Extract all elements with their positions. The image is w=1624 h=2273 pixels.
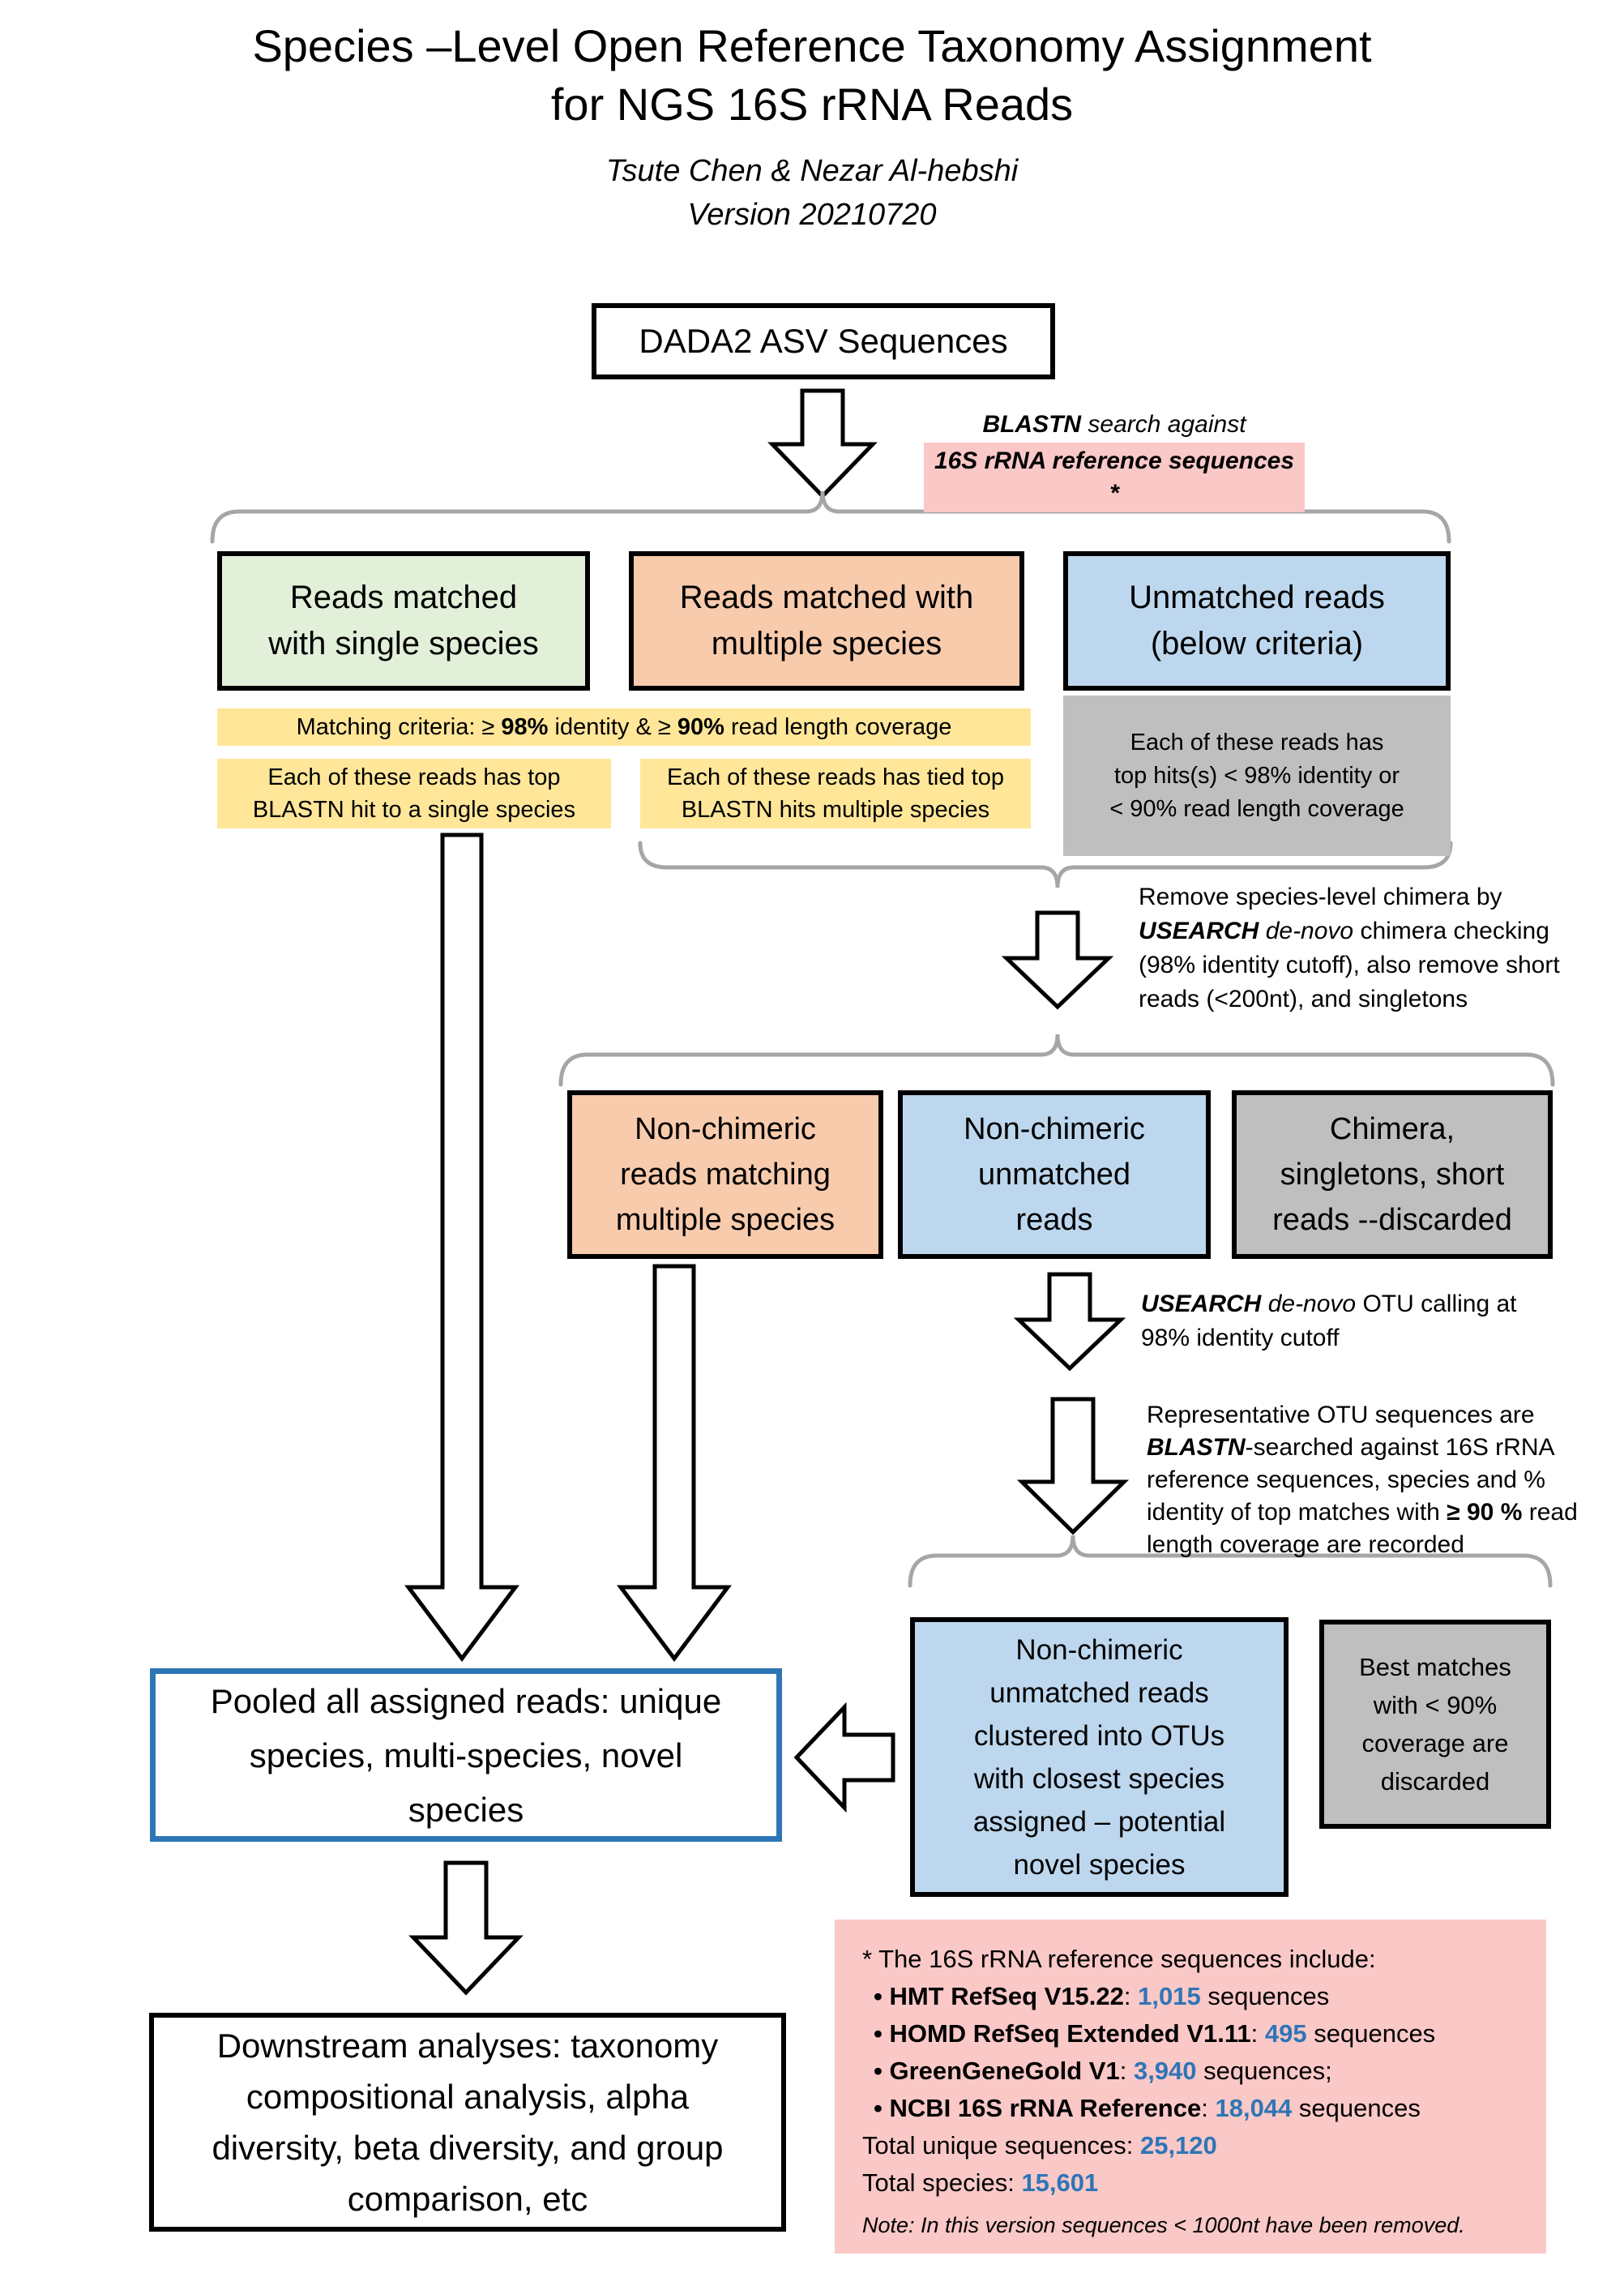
dada2-label: DADA2 ASV Sequences — [639, 322, 1008, 360]
down-arrow-chimera — [1006, 913, 1109, 1007]
reference-sequences-highlight: 16S rRNA reference sequences * — [924, 443, 1305, 512]
total-sequences: Total unique sequences: 25,120 — [862, 2131, 1217, 2160]
down-arrow-downstream — [413, 1863, 519, 1993]
unmatched-reads-node: Unmatched reads (below criteria) — [1063, 551, 1451, 691]
down-arrow-otu — [1019, 1274, 1121, 1368]
down-arrow-blastn — [772, 391, 873, 496]
downstream-analyses-node: Downstream analyses: taxonomy compositional analysis, alpha diversity, beta diversity, and group comparison, etc — [149, 2013, 786, 2232]
left-arrow-pooled — [797, 1707, 893, 1808]
reference-items — [862, 1978, 1519, 2127]
pooled-reads-node: Pooled all assigned reads: unique species, multi-species, novel species — [150, 1668, 782, 1842]
reference-item: • NCBI 16S rRNA Reference: 18,044 sequences — [874, 2094, 1421, 2122]
chimera-step-note: Remove species-level chimera by USEARCH de-novo chimera checking (98% identity cutoff), also remove short reads (<200nt), and singletons — [1139, 884, 1560, 1012]
total-species: Total species: 15,601 — [862, 2168, 1099, 2197]
split-brace-row2 — [561, 1034, 1553, 1085]
discarded-reads-node: Chimera, singletons, short reads --discarded — [1232, 1090, 1553, 1259]
authors: Tsute Chen & Nezar Al-hebshi — [605, 154, 1019, 188]
nonchimeric-multi-node: Non-chimeric reads matching multiple species — [567, 1090, 883, 1259]
multi-species-node: Reads matched with multiple species — [629, 551, 1024, 691]
multi-species-note: Each of these reads has tied top BLASTN hits multiple species — [640, 759, 1031, 828]
blastn-annotation: BLASTN search against 16S rRNA reference sequences * — [924, 409, 1305, 512]
reference-footnote-box — [835, 1920, 1546, 2254]
nonchimeric-unmatched-node: Non-chimeric unmatched reads — [898, 1090, 1211, 1259]
version-label: Version 20210720 — [687, 198, 937, 232]
page-title-line1: Species –Level Open Reference Taxonomy Assignment — [252, 20, 1372, 71]
otu-step-note: USEARCH de-novo OTU calling at 98% identity cutoff — [1141, 1291, 1517, 1351]
reference-note: Note: In this version sequences < 1000nt have been removed. — [862, 2213, 1465, 2237]
long-down-arrow-single — [408, 835, 515, 1659]
long-down-arrow-multi — [621, 1266, 728, 1659]
down-arrow-representative — [1022, 1399, 1124, 1532]
unmatched-criteria-note: Each of these reads has top hits(s) < 98% identity or < 90% read length coverage — [1063, 696, 1451, 856]
best-matches-discarded-node: Best matches with < 90% coverage are discarded — [1319, 1620, 1551, 1829]
single-species-node: Reads matched with single species — [217, 551, 590, 691]
dada2-node — [592, 303, 1055, 379]
otu-cluster-node: Non-chimeric unmatched reads clustered into OTUs with closest species assigned – potential novel species — [910, 1617, 1289, 1897]
reference-item: • GreenGeneGold V1: 3,940 sequences; — [874, 2057, 1332, 2085]
reference-heading: * The 16S rRNA reference sequences include: — [862, 1945, 1376, 1973]
matching-criteria-note: Matching criteria: ≥ 98% identity & ≥ 90% read length coverage — [217, 708, 1031, 746]
reference-item: • HMT RefSeq V15.22: 1,015 sequences — [874, 1982, 1330, 2010]
single-species-note: Each of these reads has top BLASTN hit to a single species — [217, 759, 611, 828]
page-title-line2: for NGS 16S rRNA Reads — [550, 79, 1074, 130]
representative-step-note: Representative OTU sequences are BLASTN-searched against 16S rRNA reference sequences, species and % identity of top matches with ≥ 90 % read length coverage are recorded — [1147, 1402, 1578, 1558]
reference-item: • HOMD RefSeq Extended V1.11: 495 sequences — [874, 2019, 1436, 2048]
